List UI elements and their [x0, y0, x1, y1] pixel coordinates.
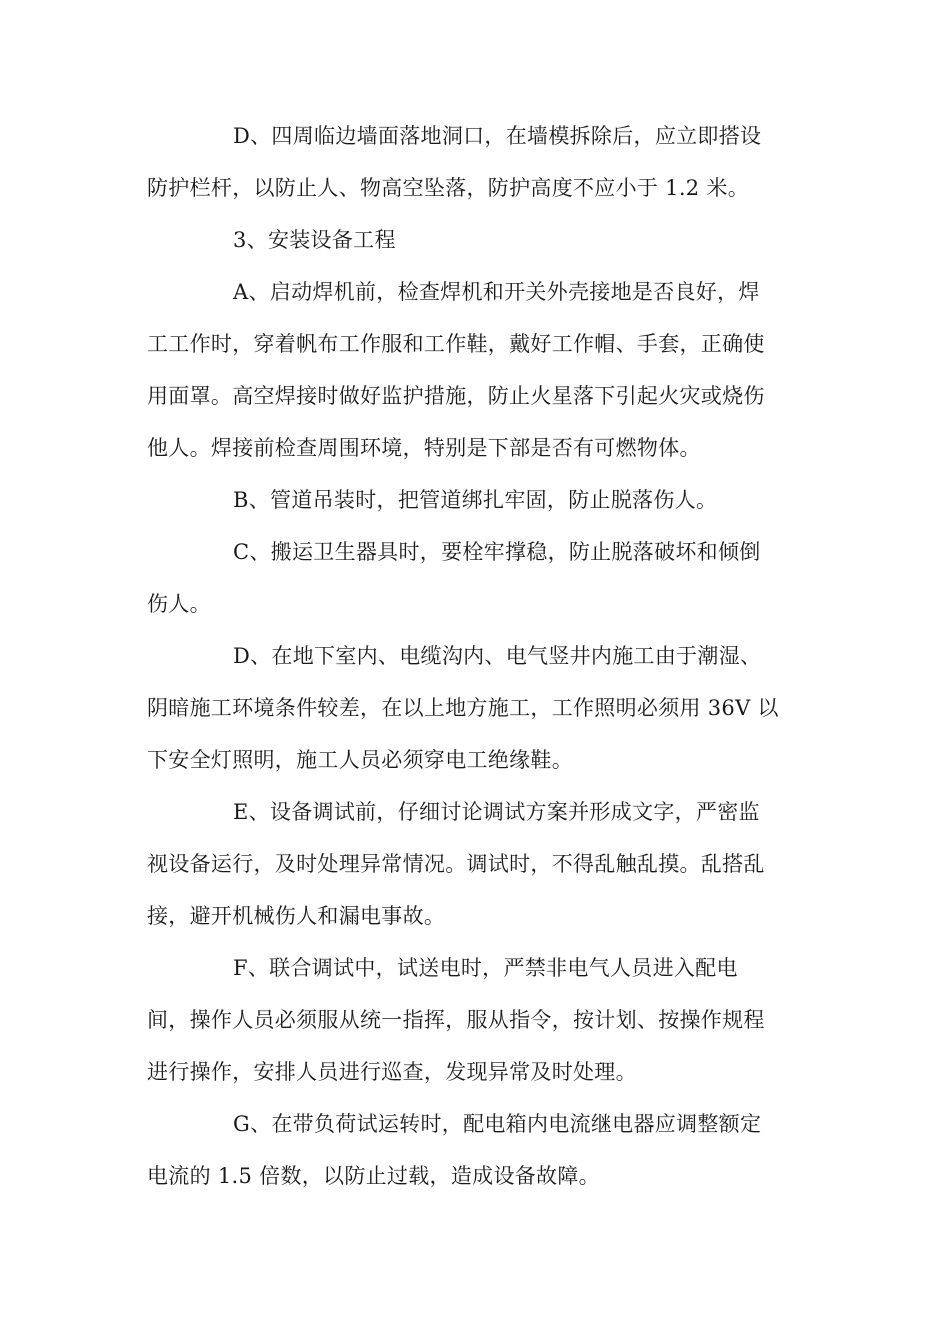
- paragraph-d-basement-line-3: 下安全灯照明，施工人员必须穿电工绝缘鞋。: [147, 748, 573, 772]
- paragraph-b-pipe-hoisting: B、管道吊装时，把管道绑扎牢固，防止脱落伤人。: [233, 488, 718, 512]
- paragraph-c-sanitary-ware-line-2: 伤人。: [147, 592, 211, 616]
- paragraph-a-welding-line-2: 工工作时，穿着帆布工作服和工作鞋，戴好工作帽、手套，正确使: [147, 332, 765, 356]
- paragraph-c-sanitary-ware-line-1: C、搬运卫生器具时，要栓牢撑稳，防止脱落破坏和倾倒: [233, 540, 761, 564]
- paragraph-d-basement-line-2: 阴暗施工环境条件较差，在以上地方施工，工作照明必须用 36V 以: [147, 696, 779, 720]
- section-heading-equipment-installation: 3、安装设备工程: [233, 228, 396, 252]
- paragraph-e-commissioning-line-1: E、设备调试前，仔细讨论调试方案并形成文字，严密监: [233, 800, 760, 824]
- paragraph-d-wall-openings-line-1: D、四周临边墙面落地洞口，在墙模拆除后，应立即搭设: [233, 124, 762, 148]
- paragraph-a-welding-line-4: 他人。焊接前检查周围环境，特别是下部是否有可燃物体。: [147, 436, 701, 460]
- paragraph-f-joint-test-line-3: 进行操作，安排人员进行巡查，发现异常及时处理。: [147, 1060, 637, 1084]
- paragraph-f-joint-test-line-2: 间，操作人员必须服从统一指挥，服从指令，按计划、按操作规程: [147, 1008, 765, 1032]
- paragraph-g-load-test-line-2: 电流的 1.5 倍数，以防止过载，造成设备故障。: [147, 1164, 600, 1188]
- paragraph-d-basement-line-1: D、在地下室内、电缆沟内、电气竖井内施工由于潮湿、: [233, 644, 762, 668]
- paragraph-d-wall-openings-line-2: 防护栏杆，以防止人、物高空坠落，防护高度不应小于 1.2 米。: [147, 176, 750, 200]
- paragraph-g-load-test-line-1: G、在带负荷试运转时，配电箱内电流继电器应调整额定: [233, 1112, 762, 1136]
- paragraph-f-joint-test-line-1: F、联合调试中，试送电时，严禁非电气人员进入配电: [233, 956, 738, 980]
- paragraph-e-commissioning-line-2: 视设备运行，及时处理异常情况。调试时，不得乱触乱摸。乱搭乱: [147, 852, 765, 876]
- paragraph-e-commissioning-line-3: 接，避开机械伤人和漏电事故。: [147, 904, 446, 928]
- paragraph-a-welding-line-1: A、启动焊机前，检查焊机和开关外壳接地是否良好，焊: [233, 280, 760, 304]
- paragraph-a-welding-line-3: 用面罩。高空焊接时做好监护措施，防止火星落下引起火灾或烧伤: [147, 384, 765, 408]
